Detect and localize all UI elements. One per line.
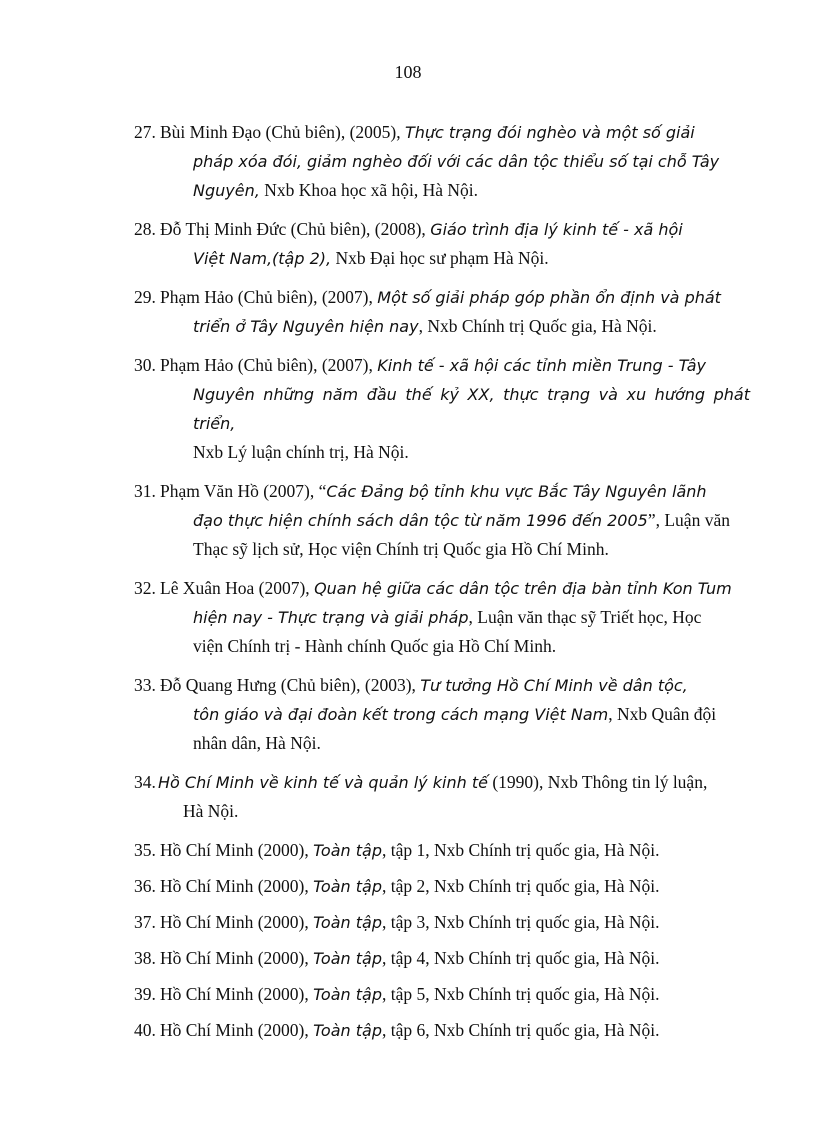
reference-text: Đỗ Thị Minh Đức (Chủ biên), (2008), — [160, 219, 431, 239]
reference-title-text: pháp xóa đói, giảm nghèo đối với các dân tộc thiểu số tại chỗ Tây — [193, 152, 720, 171]
reference-line — [160, 980, 750, 1009]
reference-line — [160, 574, 750, 603]
reference-title-text: Toàn tập — [313, 1021, 382, 1040]
reference-text: (1990), Nxb Thông tin lý luận, — [487, 772, 708, 792]
reference-line — [160, 283, 750, 312]
reference-number: 37. — [134, 912, 156, 932]
reference-text: , tập 3, Nxb Chính trị quốc gia, Hà Nội. — [381, 912, 660, 932]
reference-title-text: đạo thực hiện chính sách dân tộc từ năm 1996 đến 2005 — [193, 511, 648, 530]
reference-number: 31. — [134, 481, 156, 501]
reference-title-text: Hồ Chí Minh về kinh tế và quản lý kinh tế — [158, 773, 488, 792]
reference-line — [160, 1016, 750, 1045]
reference-text: Nxb Khoa học xã hội, Hà Nội. — [259, 180, 479, 200]
reference-text: Phạm Hảo (Chủ biên), (2007), — [160, 355, 378, 375]
reference-line — [193, 244, 750, 273]
reference-item — [134, 118, 750, 205]
reference-item — [134, 574, 750, 661]
reference-text: Hà Nội. — [183, 801, 239, 821]
reference-text: , Nxb Chính trị Quốc gia, Hà Nội. — [418, 316, 657, 336]
reference-text: ”, Luận văn — [647, 510, 730, 530]
reference-text: nhân dân, Hà Nội. — [193, 733, 321, 753]
reference-number: 39. — [134, 984, 156, 1004]
reference-title-text: tôn giáo và đại đoàn kết trong cách mạng Việt Nam — [193, 705, 609, 724]
reference-line — [160, 215, 750, 244]
reference-number: 35. — [134, 840, 156, 860]
reference-number: 36. — [134, 876, 156, 896]
reference-line — [160, 118, 750, 147]
reference-number: 28. — [134, 219, 156, 239]
reference-line — [160, 908, 750, 937]
reference-line — [158, 768, 750, 797]
reference-item — [134, 215, 750, 273]
reference-text: Đỗ Quang Hưng (Chủ biên), (2003), — [160, 675, 421, 695]
reference-text: Phạm Văn Hồ (2007), “ — [160, 481, 327, 501]
reference-text: Hồ Chí Minh (2000), — [160, 876, 314, 896]
reference-title-text: Giáo trình địa lý kinh tế - xã hội — [430, 220, 683, 239]
reference-number: 38. — [134, 948, 156, 968]
reference-line — [193, 603, 750, 632]
reference-title-text: Nguyên, — [193, 181, 260, 200]
reference-title-text: Toàn tập — [313, 841, 382, 860]
reference-text: , Nxb Quân đội — [608, 704, 717, 724]
reference-line — [193, 380, 750, 438]
reference-item — [134, 351, 750, 467]
reference-text: viện Chính trị - Hành chính Quốc gia Hồ Chí Minh. — [193, 636, 557, 656]
reference-item — [134, 477, 750, 564]
reference-title-text: Việt Nam,(tập 2), — [193, 249, 332, 268]
reference-text: Lê Xuân Hoa (2007), — [160, 578, 315, 598]
reference-text: Bùi Minh Đạo (Chủ biên), (2005), — [160, 122, 405, 142]
reference-item — [134, 836, 750, 865]
reference-text: , tập 4, Nxb Chính trị quốc gia, Hà Nội. — [381, 948, 660, 968]
reference-title-text: Tư tưởng Hồ Chí Minh về dân tộc, — [420, 676, 688, 695]
reference-text: Hồ Chí Minh (2000), — [160, 1020, 314, 1040]
reference-title-text: Một số giải pháp góp phần ổn định và phát — [377, 288, 721, 307]
reference-title-text: Toàn tập — [313, 949, 382, 968]
reference-text: Hồ Chí Minh (2000), — [160, 840, 314, 860]
reference-text: Hồ Chí Minh (2000), — [160, 912, 314, 932]
reference-number: 30. — [134, 355, 156, 375]
reference-line — [160, 836, 750, 865]
reference-text: , Luận văn thạc sỹ Triết học, Học — [468, 607, 702, 627]
reference-number: 29. — [134, 287, 156, 307]
reference-text: Nxb Lý luận chính trị, Hà Nội. — [193, 442, 409, 462]
reference-line — [193, 176, 750, 205]
reference-number: 32. — [134, 578, 156, 598]
reference-item — [134, 283, 750, 341]
reference-text: Hồ Chí Minh (2000), — [160, 984, 314, 1004]
reference-item — [134, 1016, 750, 1045]
reference-text: , tập 6, Nxb Chính trị quốc gia, Hà Nội. — [381, 1020, 660, 1040]
reference-text: , tập 2, Nxb Chính trị quốc gia, Hà Nội. — [381, 876, 660, 896]
reference-line — [183, 797, 750, 826]
reference-text: Thạc sỹ lịch sử, Học viện Chính trị Quốc gia Hồ Chí Minh. — [193, 539, 609, 559]
reference-item — [134, 980, 750, 1009]
reference-item — [134, 872, 750, 901]
reference-title-text: Nguyên những năm đầu thế kỷ XX, thực trạng và xu hướng phát triển, — [193, 385, 750, 433]
reference-number: 33. — [134, 675, 156, 695]
reference-text: , tập 5, Nxb Chính trị quốc gia, Hà Nội. — [381, 984, 660, 1004]
reference-title-text: Quan hệ giữa các dân tộc trên địa bàn tỉnh Kon Tum — [314, 579, 732, 598]
page-number: 108 — [394, 62, 422, 82]
reference-number: 34. — [134, 772, 156, 792]
reference-text: , tập 1, Nxb Chính trị quốc gia, Hà Nội. — [381, 840, 660, 860]
reference-item — [134, 944, 750, 973]
reference-line — [193, 438, 750, 467]
reference-line — [160, 671, 750, 700]
reference-text: Phạm Hảo (Chủ biên), (2007), — [160, 287, 378, 307]
reference-title-text: hiện nay - Thực trạng và giải pháp — [193, 608, 469, 627]
reference-line — [193, 147, 750, 176]
reference-line — [193, 729, 750, 758]
reference-line — [160, 477, 750, 506]
reference-title-text: Các Đảng bộ tỉnh khu vực Bắc Tây Nguyên lãnh — [326, 482, 707, 501]
reference-title-text: Thực trạng đói nghèo và một số giải — [404, 123, 695, 142]
reference-line — [193, 312, 750, 341]
reference-line — [193, 700, 750, 729]
reference-item — [134, 671, 750, 758]
reference-title-text: Toàn tập — [313, 913, 382, 932]
reference-item — [134, 768, 750, 826]
reference-list — [134, 118, 750, 1052]
reference-title-text: Toàn tập — [313, 877, 382, 896]
reference-title-text: triển ở Tây Nguyên hiện nay — [193, 317, 419, 336]
reference-line — [193, 506, 750, 535]
reference-title-text: Kinh tế - xã hội các tỉnh miền Trung - Tây — [377, 356, 706, 375]
reference-line — [160, 872, 750, 901]
reference-line — [160, 351, 750, 380]
reference-text: Nxb Đại học sư phạm Hà Nội. — [331, 248, 549, 268]
reference-text: Hồ Chí Minh (2000), — [160, 948, 314, 968]
reference-item — [134, 908, 750, 937]
reference-line — [193, 535, 750, 564]
reference-title-text: Toàn tập — [313, 985, 382, 1004]
reference-number: 40. — [134, 1020, 156, 1040]
reference-line — [193, 632, 750, 661]
reference-line — [160, 944, 750, 973]
reference-number: 27. — [134, 122, 156, 142]
